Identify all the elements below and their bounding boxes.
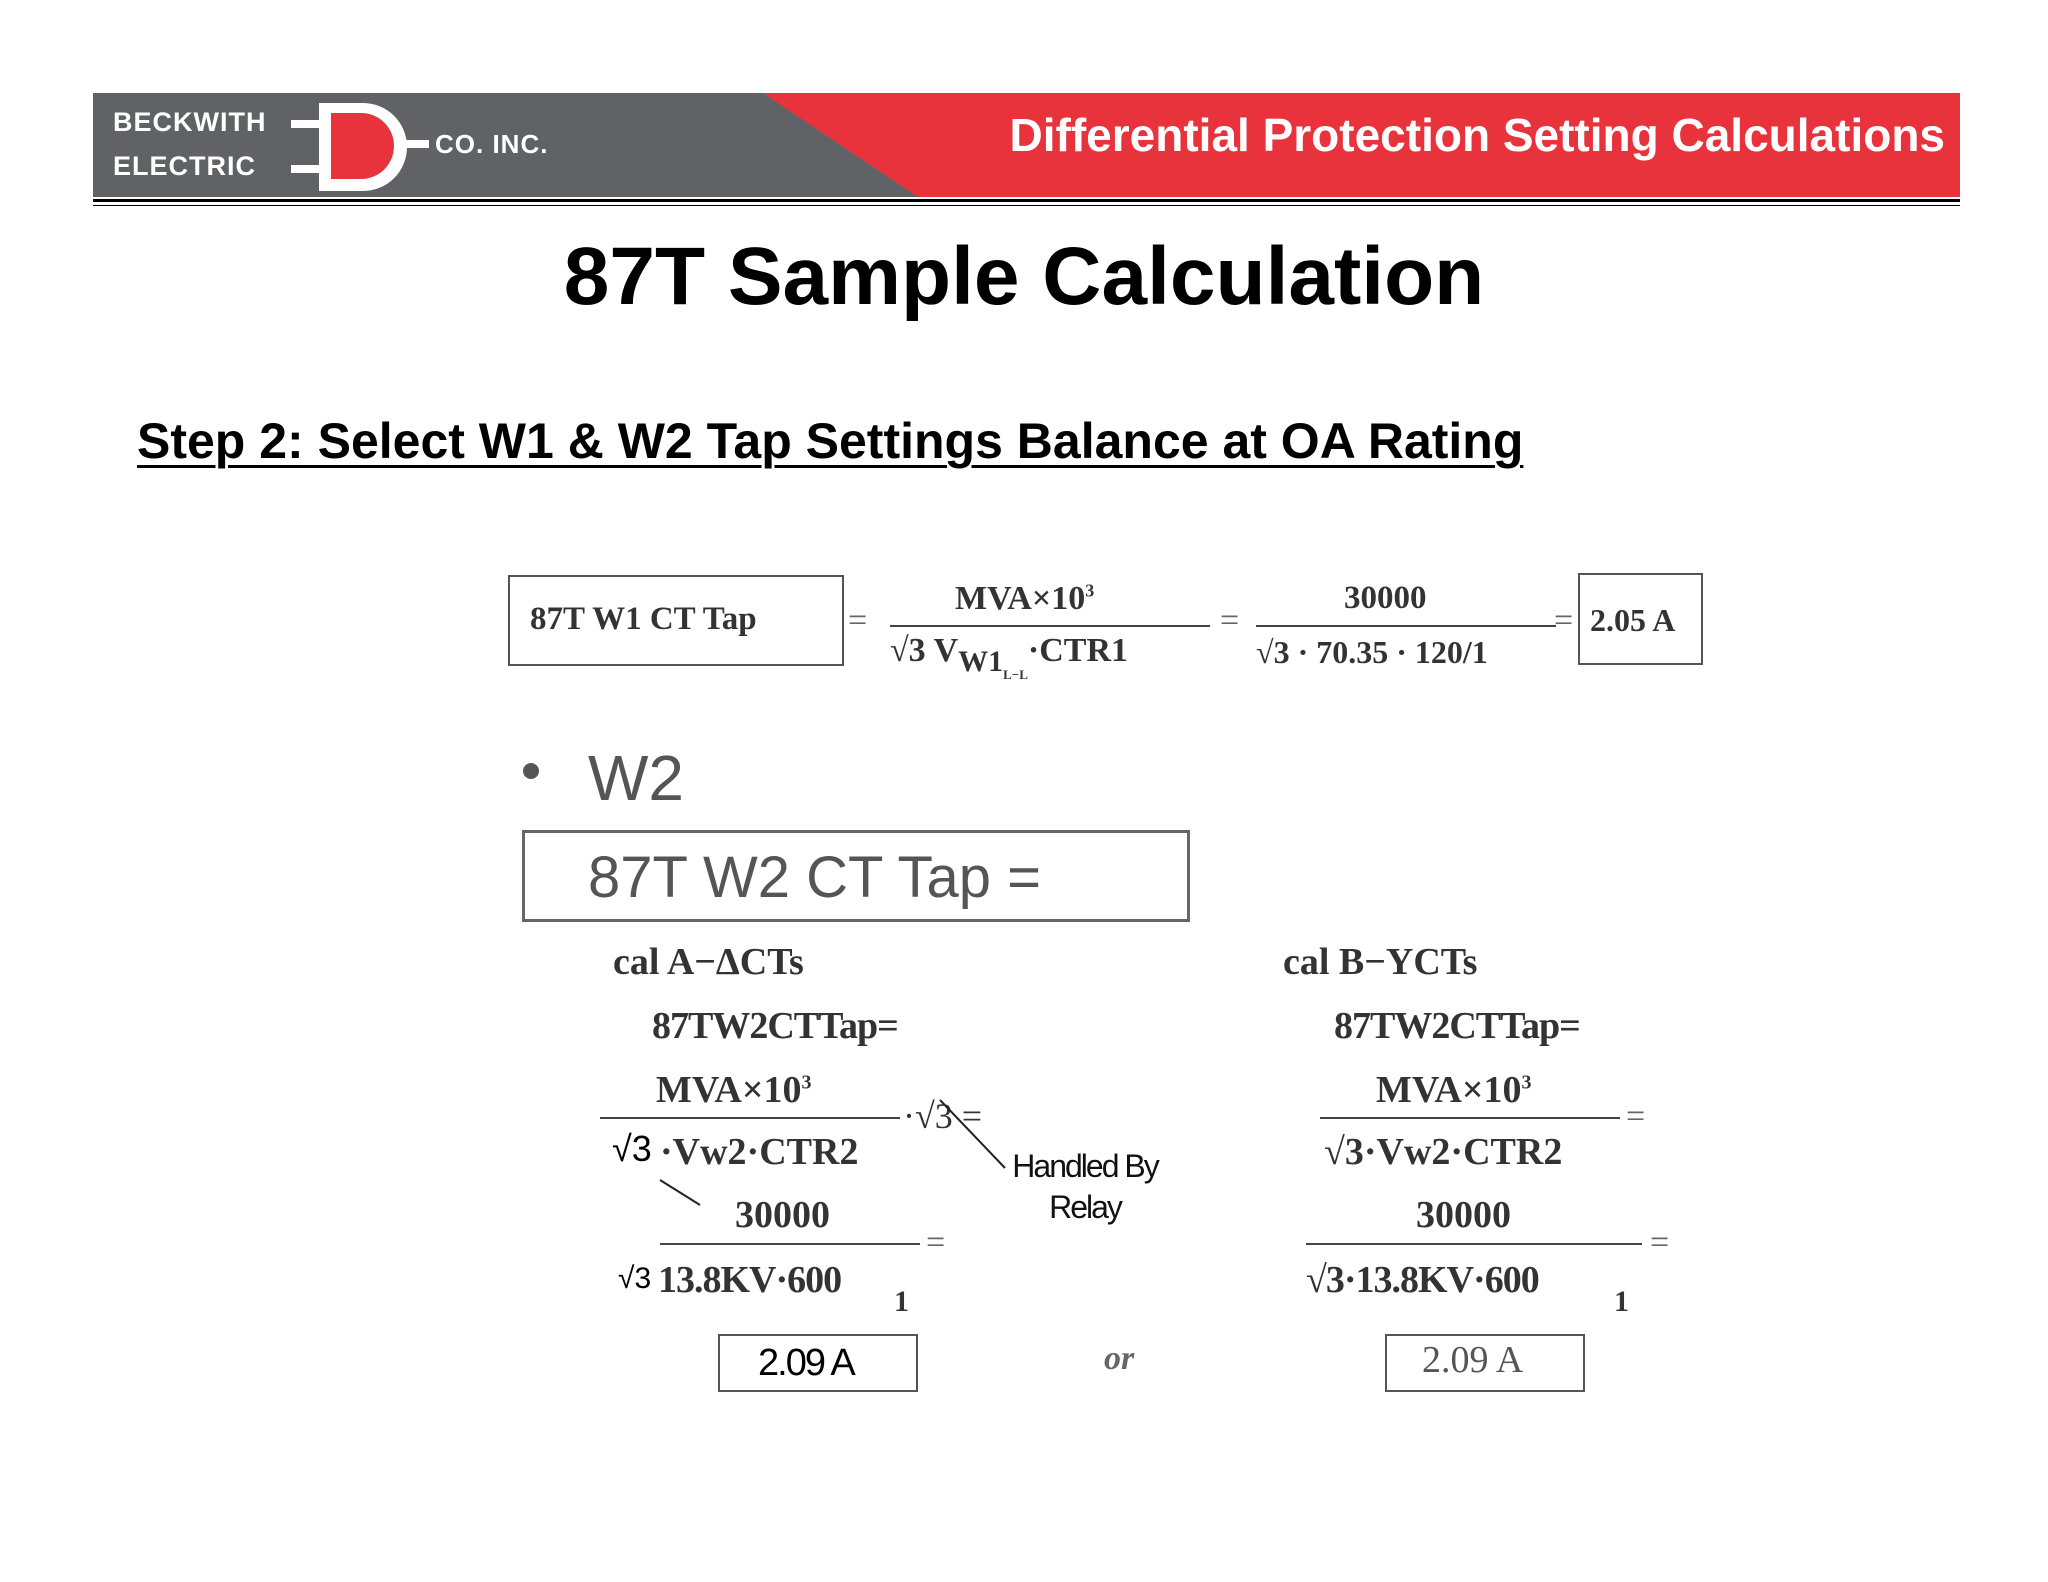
cal-a-denominator: ·Vw2·CTR2 [660, 1131, 859, 1173]
w2-bullet-label: W2 [588, 742, 684, 814]
page-title: 87T Sample Calculation [563, 231, 1485, 322]
w1-equals-1: = [848, 602, 868, 639]
w1-numerator: $MVA\times 10^3$ [955, 580, 1095, 617]
header-rule-thin [93, 205, 1960, 206]
cal-b-tap-line: 87TW2CTTap= [1334, 1005, 1580, 1047]
logo-line-1: BECKWITH [113, 107, 267, 137]
step-heading: Step 2: Select W1 & W2 Tap Settings Balance at OA Rating [137, 413, 1524, 469]
cal-a-denominator-2-over: 1 [894, 1285, 909, 1318]
w1-fraction-line-2 [1256, 625, 1556, 627]
logo-suffix: CO. INC. [435, 129, 549, 159]
w1-label: 87T W1 CT Tap [530, 601, 757, 637]
w1-denominator-2: √3 · 70.35 · 120/1 [1256, 634, 1488, 670]
cal-a-fraction-line-2 [660, 1243, 920, 1245]
cal-b-fraction-line [1320, 1117, 1620, 1119]
cal-a-multiplier: ·√3 = [903, 1096, 983, 1136]
cal-b-numerator: $MVA\times 10^3$ [1376, 1069, 1532, 1111]
header-rule [93, 199, 1960, 202]
w1-numerator-2: 30000 [1344, 580, 1427, 616]
w1-equals-2: = [1220, 602, 1240, 639]
w1-denominator: √3 $VW1_{L-L}\cdot CTR1$ [890, 632, 1128, 682]
logo-line-2: ELECTRIC [113, 151, 256, 181]
cal-a-denom-root-2: √3 [618, 1262, 652, 1295]
cal-a-equals-2: = [926, 1224, 946, 1261]
cal-b-result: 2.09 A [1422, 1339, 1524, 1381]
cal-b-denominator: √3·Vw2·CTR2 [1324, 1131, 1563, 1173]
w1-result: 2.05 A [1590, 602, 1676, 638]
header-title: Differential Protection Setting Calculations [1009, 109, 1945, 161]
cal-b-fraction-line-2 [1306, 1243, 1642, 1245]
cal-a-denominator-2: 13.8KV·600 [658, 1259, 842, 1301]
cal-a-result: 2.09 A [758, 1342, 854, 1384]
handled-line-1: Handled By [1012, 1148, 1158, 1184]
company-logo [93, 93, 653, 197]
cal-a-numerator: $MVA\times 10^3$ [656, 1069, 812, 1111]
cal-b-heading: cal B−YCTs [1283, 941, 1478, 983]
cal-b-numerator-2: 30000 [1416, 1194, 1511, 1236]
cal-a-tap-line: 87TW2CTTap= [652, 1005, 898, 1047]
w2-tap-label: 87T W2 CT Tap = [588, 845, 1041, 910]
cal-a-heading: cal A−ΔCTs [613, 941, 804, 983]
w1-fraction-line [890, 625, 1210, 627]
cal-b-denominator-2: √3·13.8KV·600 [1306, 1259, 1539, 1301]
handled-by-relay-note [1000, 1148, 1170, 1226]
cal-a-denom-root: √3 [612, 1128, 652, 1169]
cal-a-numerator-2: 30000 [735, 1194, 830, 1236]
bullet-icon [523, 763, 539, 779]
cal-b-equals: = [1626, 1098, 1646, 1135]
w1-equals-3: = [1554, 602, 1574, 639]
cancel-strike-lines [650, 1090, 1030, 1210]
handled-line-2: Relay [1049, 1189, 1121, 1225]
cal-b-denominator-2-over: 1 [1614, 1285, 1629, 1318]
cal-b-equals-2: = [1650, 1224, 1670, 1261]
or-label: or [1104, 1340, 1135, 1377]
